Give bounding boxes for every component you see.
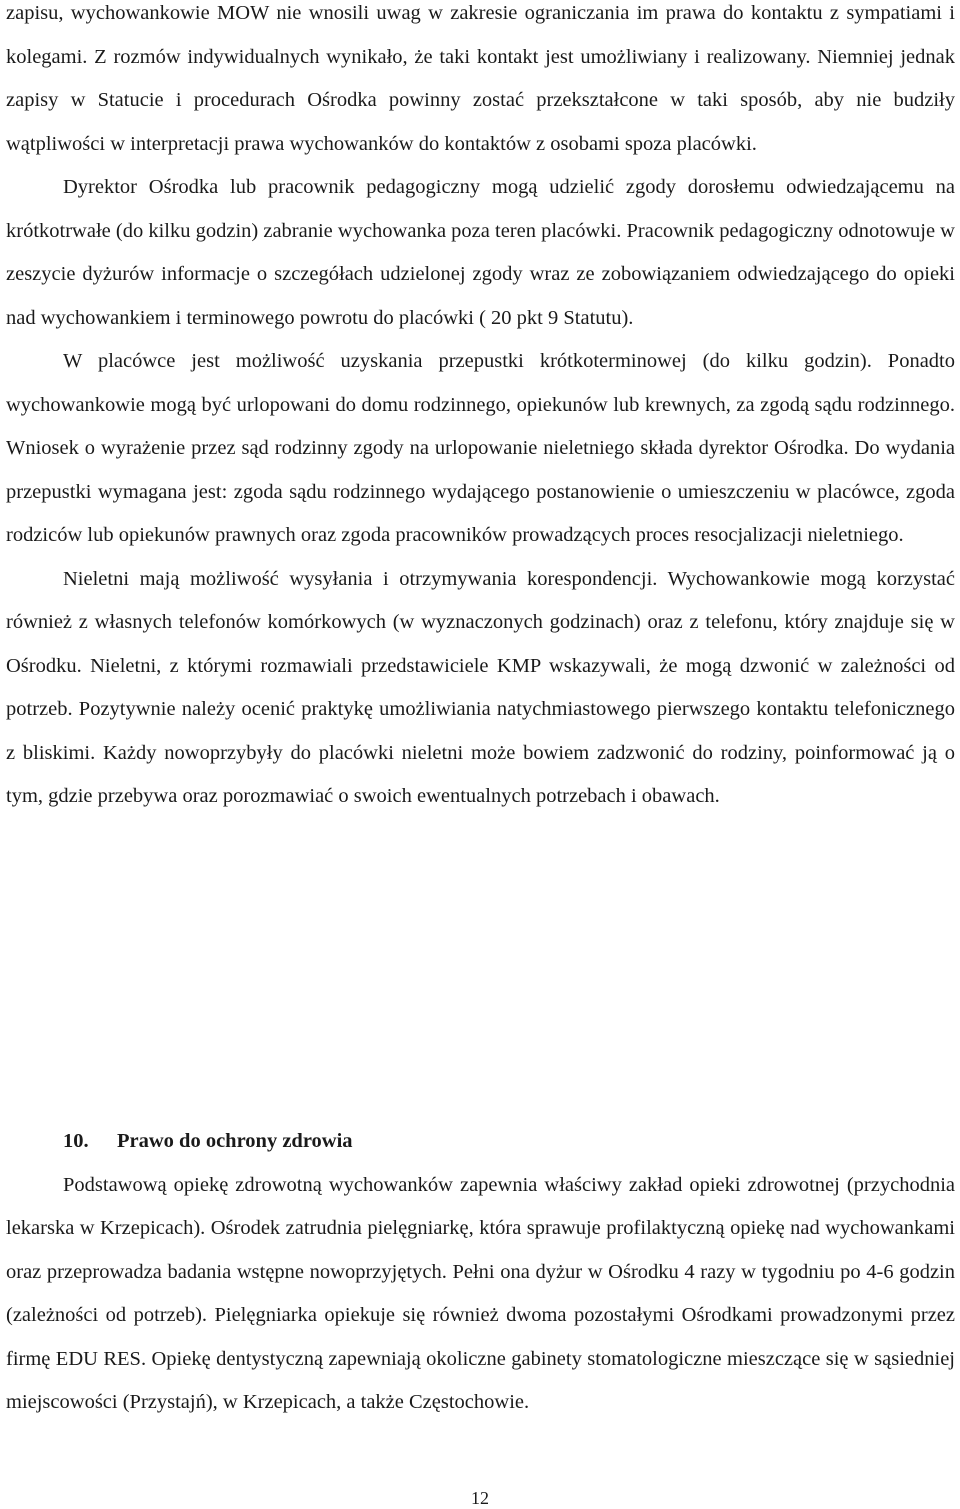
section-title: Prawo do ochrony zdrowia	[117, 1130, 353, 1152]
paragraph-visitor-consent: Dyrektor Ośrodka lub pracownik pedagogiczny mogą udzielić zgody dorosłemu odwiedzającemu na krótkotrwałe (do kilku godzin) zabranie wychowanka poza teren placówki. Pracownik pedagogiczny odnotowuje w zeszycie dyżurów informacje o szczegółach udzielonej zgody wraz ze zobowiązaniem odwiedzającego do opieki nad wychowankiem i terminowego powrotu do placówki ( 20 pkt 9 Statutu).	[6, 176, 955, 329]
section-heading	[63, 1120, 955, 1164]
body-text-upper	[6, 0, 955, 819]
paragraph-correspondence-phones: Nieletni mają możliwość wysyłania i otrzymywania korespondencji. Wychowankowie mogą korzystać również z własnych telefonów komórkowych (w wyznaczonych godzinach) oraz z telefonu, który znajduje się w Ośrodku. Nieletni, z którymi rozmawiali przedstawiciele KMP wskazywali, że mogą dzwonić w zależności od potrzeb. Pozytywnie należy ocenić praktykę umożliwiania natychmiastowego pierwszego kontaktu telefonicznego z bliskimi. Każdy nowoprzybyły do placówki nieletni może bowiem zadzwonić do rodziny, poinformować ją o tym, gdzie przebywa oraz porozmawiać o swoich ewentualnych potrzebach i obawach.	[6, 567, 955, 807]
paragraph-health-care: Podstawową opiekę zdrowotną wychowanków zapewnia właściwy zakład opieki zdrowotnej (przychodnia lekarska w Krzepicach). Ośrodek zatrudnia pielęgniarkę, która sprawuje profilaktyczną opiekę nad wychowankami oraz przeprowadza badania wstępne nowoprzyjętych. Pełni ona dyżur w Ośrodku 4 razy w tygodniu po 4-6 godzin (zależności od potrzeb). Pielęgniarka opiekuje się również dwoma pozostałymi Ośrodkami prowadzonymi przez firmę EDU RES. Opiekę dentystyczną zapewniają okoliczne gabinety stomatologiczne mieszczące się w sąsiedniej miejscowości (Przystajń), w Krzepicach, a także Częstochowie.	[6, 1173, 955, 1413]
paragraph-contacts-continued: zapisu, wychowankowie MOW nie wnosili uwag w zakresie ograniczania im prawa do kontaktu z sympatiami i kolegami. Z rozmów indywidualnych wynikało, że taki kontakt jest umożliwiany i realizowany. Niemniej jednak zapisy w Statucie i procedurach Ośrodka powinny zostać przekształcone w taki sposób, aby nie budziły wątpliwości w interpretacji prawa wychowanków do kontaktów z osobami spoza placówki.	[6, 2, 955, 155]
section-number: 10.	[63, 1130, 89, 1152]
paragraph-passes-leave: W placówce jest możliwość uzyskania przepustki krótkoterminowej (do kilku godzin). Ponadto wychowankowie mogą być urlopowani do domu rodzinnego, opiekunów lub krewnych, za zgodą sądu rodzinnego. Wniosek o wyrażenie przez sąd rodzinny zgody na urlopowanie nieletniego składa dyrektor Ośrodka. Do wydania przepustki wymagana jest: zgoda sądu rodzinnego wydającego postanowienie o umieszczeniu w placówce, zgoda rodziców lub opiekunów prawnych oraz zgoda pracowników prowadzących proces resocjalizacji nieletniego.	[6, 350, 955, 546]
page-number: 12	[471, 1488, 489, 1508]
body-text-lower	[6, 1120, 955, 1425]
